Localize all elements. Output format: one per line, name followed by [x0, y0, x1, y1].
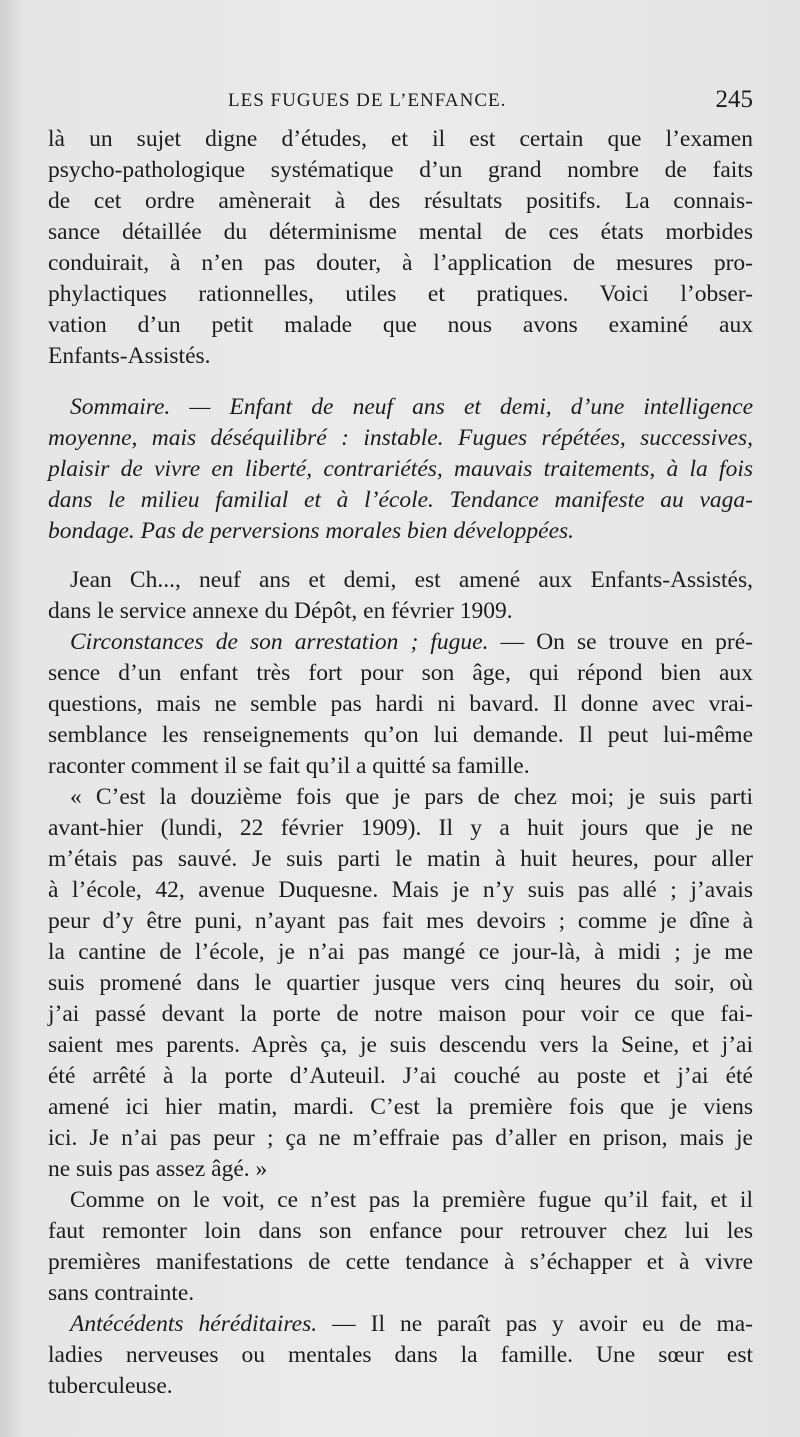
paragraph-arrest: [48, 627, 753, 782]
quote-line: avant-hier (lundi, 22 février 1909). Il y a huit jours que je ne: [48, 815, 753, 841]
heading-continuation: — On se trouve en pré-: [500, 629, 753, 655]
text-line: premières manifestations de cette tendance à s’échapper et à vivre: [48, 1249, 753, 1275]
quote-line: m’étais pas sauvé. Je suis parti le matin à huit heures, pour aller: [48, 846, 753, 872]
section-heading-heredity: Antécédents héréditaires.: [70, 1311, 318, 1337]
text-line: faut remonter loin dans son enfance pour retrouver chez lui les: [48, 1218, 753, 1244]
quote-line: été arrêté à la porte d’Auteuil. J’ai couché au poste et j’ai été: [48, 1063, 753, 1089]
text-line: Enfants-Assistés.: [48, 343, 211, 369]
page-body: [48, 124, 753, 1402]
summary-line: dans le milieu familial et à l’école. Tendance manifeste au vaga-: [48, 487, 753, 513]
text-line: semblance les renseignements qu’on lui demande. Il peut lui-même: [48, 722, 753, 748]
quote-line: à l’école, 42, avenue Duquesne. Mais je n’y suis pas allé ; j’avais: [48, 877, 753, 903]
quote-line: amené ici hier matin, mardi. C’est la première fois que je viens: [48, 1094, 753, 1120]
quote-line: suis promené dans le quartier jusque vers cinq heures du soir, où: [48, 970, 753, 996]
spacer: [48, 547, 753, 565]
summary-line: plaisir de vivre en liberté, contrariétés, mauvais traitements, à la fois: [48, 456, 753, 482]
running-title: LES FUGUES DE L’ENFANCE.: [228, 90, 507, 111]
summary-line: moyenne, mais déséquilibré : instable. Fugues répétées, successives,: [48, 425, 753, 451]
quote-line: ne suis pas assez âgé. »: [48, 1156, 268, 1182]
text-line: conduirait, à n’en pas douter, à l’application de mesures pro-: [48, 250, 753, 276]
text-line: phylactiques rationnelles, utiles et pratiques. Voici l’obser-: [48, 281, 753, 307]
quote-line: peur d’y être puni, n’ayant pas fait mes devoirs ; comme je dîne à: [48, 908, 753, 934]
text-line: sence d’un enfant très fort pour son âge, qui répond bien aux: [48, 660, 753, 686]
quote-line: saient mes parents. Après ça, je suis descendu vers la Seine, et j’ai: [48, 1032, 753, 1058]
quote-line: la cantine de l’école, je n’ai pas mangé ce jour-là, à midi ; je me: [48, 939, 753, 965]
text-line: sans contrainte.: [48, 1280, 195, 1306]
text-line: ladies nerveuses ou mentales dans la famille. Une sœur est: [48, 1342, 753, 1368]
quote-line: j’ai passé devant la porte de notre maison pour voir ce que fai-: [48, 1001, 753, 1027]
text-line: vation d’un petit malade que nous avons examiné aux: [48, 312, 753, 338]
running-head: [48, 86, 753, 118]
text-line: là un sujet digne d’études, et il est certain que l’examen: [48, 126, 753, 152]
text-line: Jean Ch..., neuf ans et demi, est amené aux Enfants-Assistés,: [70, 567, 753, 593]
text-line: Comme on le voit, ce n’est pas la première fugue qu’il fait, et il: [70, 1187, 753, 1213]
paragraph-comment: [48, 1185, 753, 1309]
paragraph-heredity: [48, 1309, 753, 1402]
text-line: psycho-pathologique systématique d’un grand nombre de faits: [48, 157, 753, 183]
heading-continuation: — Il ne paraît pas y avoir eu de ma-: [332, 1311, 753, 1337]
text-line: dans le service annexe du Dépôt, en février 1909.: [48, 598, 513, 624]
paragraph-quote: [48, 782, 753, 1185]
text-line: questions, mais ne semble pas hardi ni bavard. Il donne avec vrai-: [48, 691, 753, 717]
text-line: [48, 627, 753, 658]
section-heading-arrest: Circonstances de son arrestation ; fugue.: [70, 629, 489, 655]
text-line: sance détaillée du déterminisme mental de ces états morbides: [48, 219, 753, 245]
text-line: raconter comment il se fait qu’il a quitté sa famille.: [48, 753, 530, 779]
spacer: [48, 372, 753, 392]
paragraph-intro: [48, 124, 753, 372]
summary-line: Sommaire. — Enfant de neuf ans et demi, d’une intelligence: [70, 394, 753, 420]
paragraph-case: [48, 565, 753, 627]
summary-line: bondage. Pas de perversions morales bien développées.: [48, 518, 575, 544]
page-number: 245: [715, 86, 753, 113]
quote-line: « C’est la douzième fois que je pars de chez moi; je suis parti: [70, 784, 753, 810]
text-line: tuberculeuse.: [48, 1373, 173, 1399]
quote-line: ici. Je n’ai pas peur ; ça ne m’effraie pas d’aller en prison, mais je: [48, 1125, 753, 1151]
text-line: [48, 1309, 753, 1340]
summary-block: [48, 392, 753, 547]
text-line: de cet ordre amènerait à des résultats positifs. La connais-: [48, 188, 753, 214]
